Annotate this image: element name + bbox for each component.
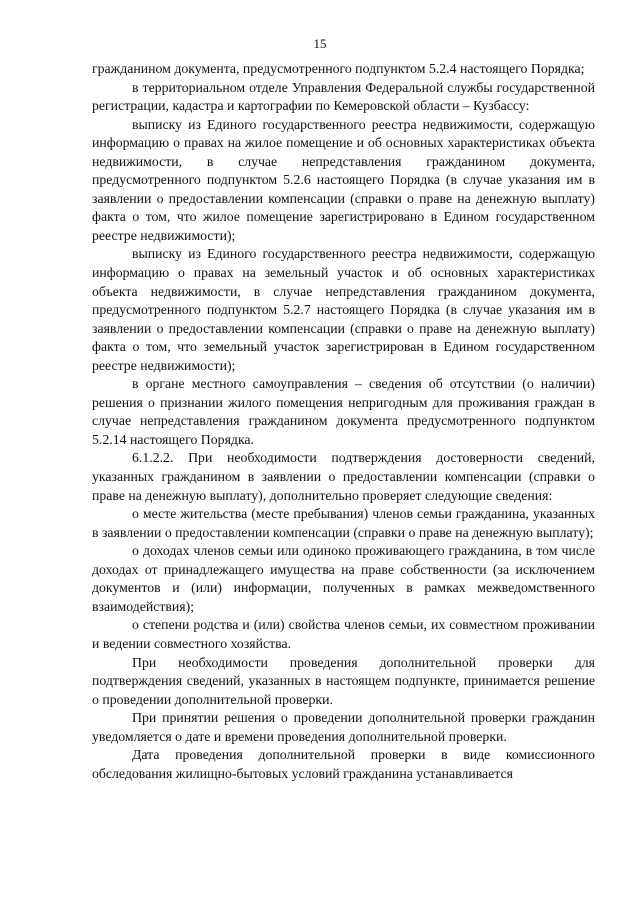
paragraph-extract-land-plot: выписку из Единого государственного реестра недвижимости, содержащую информацию о правах на земельный участок и об основных характеристиках объекта недвижимости, в случае непредставления гражданином документа, предусмотренного подпунктом 5.2.7 настоящего Порядка (в случае указания им в заявлении о предоставлении компенсации (справки о праве на денежную выплату) факта о том, что земельный участок зарегистрирован в Едином государственном реестре недвижимости); [92,246,595,373]
page-number: 15 [313,36,327,51]
paragraph-kinship: о степени родства и (или) свойства членов семьи, их совместном проживании и ведении совместного хозяйства. [92,617,595,651]
paragraph-inspection-date: Дата проведения дополнительной проверки в виде комиссионного обследования жилищно-бытовых условий гражданина устанавливается [92,747,595,781]
paragraph-6-1-2-2: 6.1.2.2. При необходимости подтверждения достоверности сведений, указанных гражданином в заявлении о предоставлении компенсации (справки о праве на денежную выплату), дополнительно проверяет следующие сведения: [92,450,595,503]
document-body [92,60,595,783]
paragraph-additional-check-notice: При принятии решения о проведении дополнительной проверки гражданин уведомляется о дате и времени проведения дополнительной проверки. [92,710,595,744]
paragraph-family-income: о доходах членов семьи или одиноко проживающего гражданина, в том числе доходах от принадлежащего имущества на праве собственности (за исключением документов и (или) информации, полученных в рамках межведомственного взаимодействия); [92,543,595,614]
paragraph-place-of-residence: о месте жительства (месте пребывания) членов семьи гражданина, указанных в заявлении о предоставлении компенсации (справки о праве на денежную выплату); [92,506,595,540]
paragraph-local-government: в органе местного самоуправления – сведения об отсутствии (о наличии) решения о признании жилого помещения непригодным для проживания граждан в случае непредставления гражданином документа предусмотренного подпунктом 5.2.14 настоящего Порядка. [92,376,595,447]
paragraph-extract-residential: выписку из Единого государственного реестра недвижимости, содержащую информацию о правах на жилое помещение и об основных характеристиках объекта недвижимости, в случае непредставления гражданином документа, предусмотренного подпунктом 5.2.6 настоящего Порядка (в случае указания им в заявлении о предоставлении компенсации (справки о праве на денежную выплату) факта о том, что жилое помещение зарегистрировано в Едином государственном реестре недвижимости); [92,116,595,243]
paragraph-additional-check-need: При необходимости проведения дополнительной проверки для подтверждения сведений, указанных в настоящем подпункте, принимается решение о проведении дополнительной проверки. [92,654,595,707]
paragraph-territorial-department: в территориальном отделе Управления Федеральной службы государственной регистрации, кадастра и картографии по Кемеровской области – Кузбассу: [92,79,595,114]
paragraph-continuation: гражданином документа, предусмотренного подпунктом 5.2.4 настоящего Порядка; [92,61,585,76]
